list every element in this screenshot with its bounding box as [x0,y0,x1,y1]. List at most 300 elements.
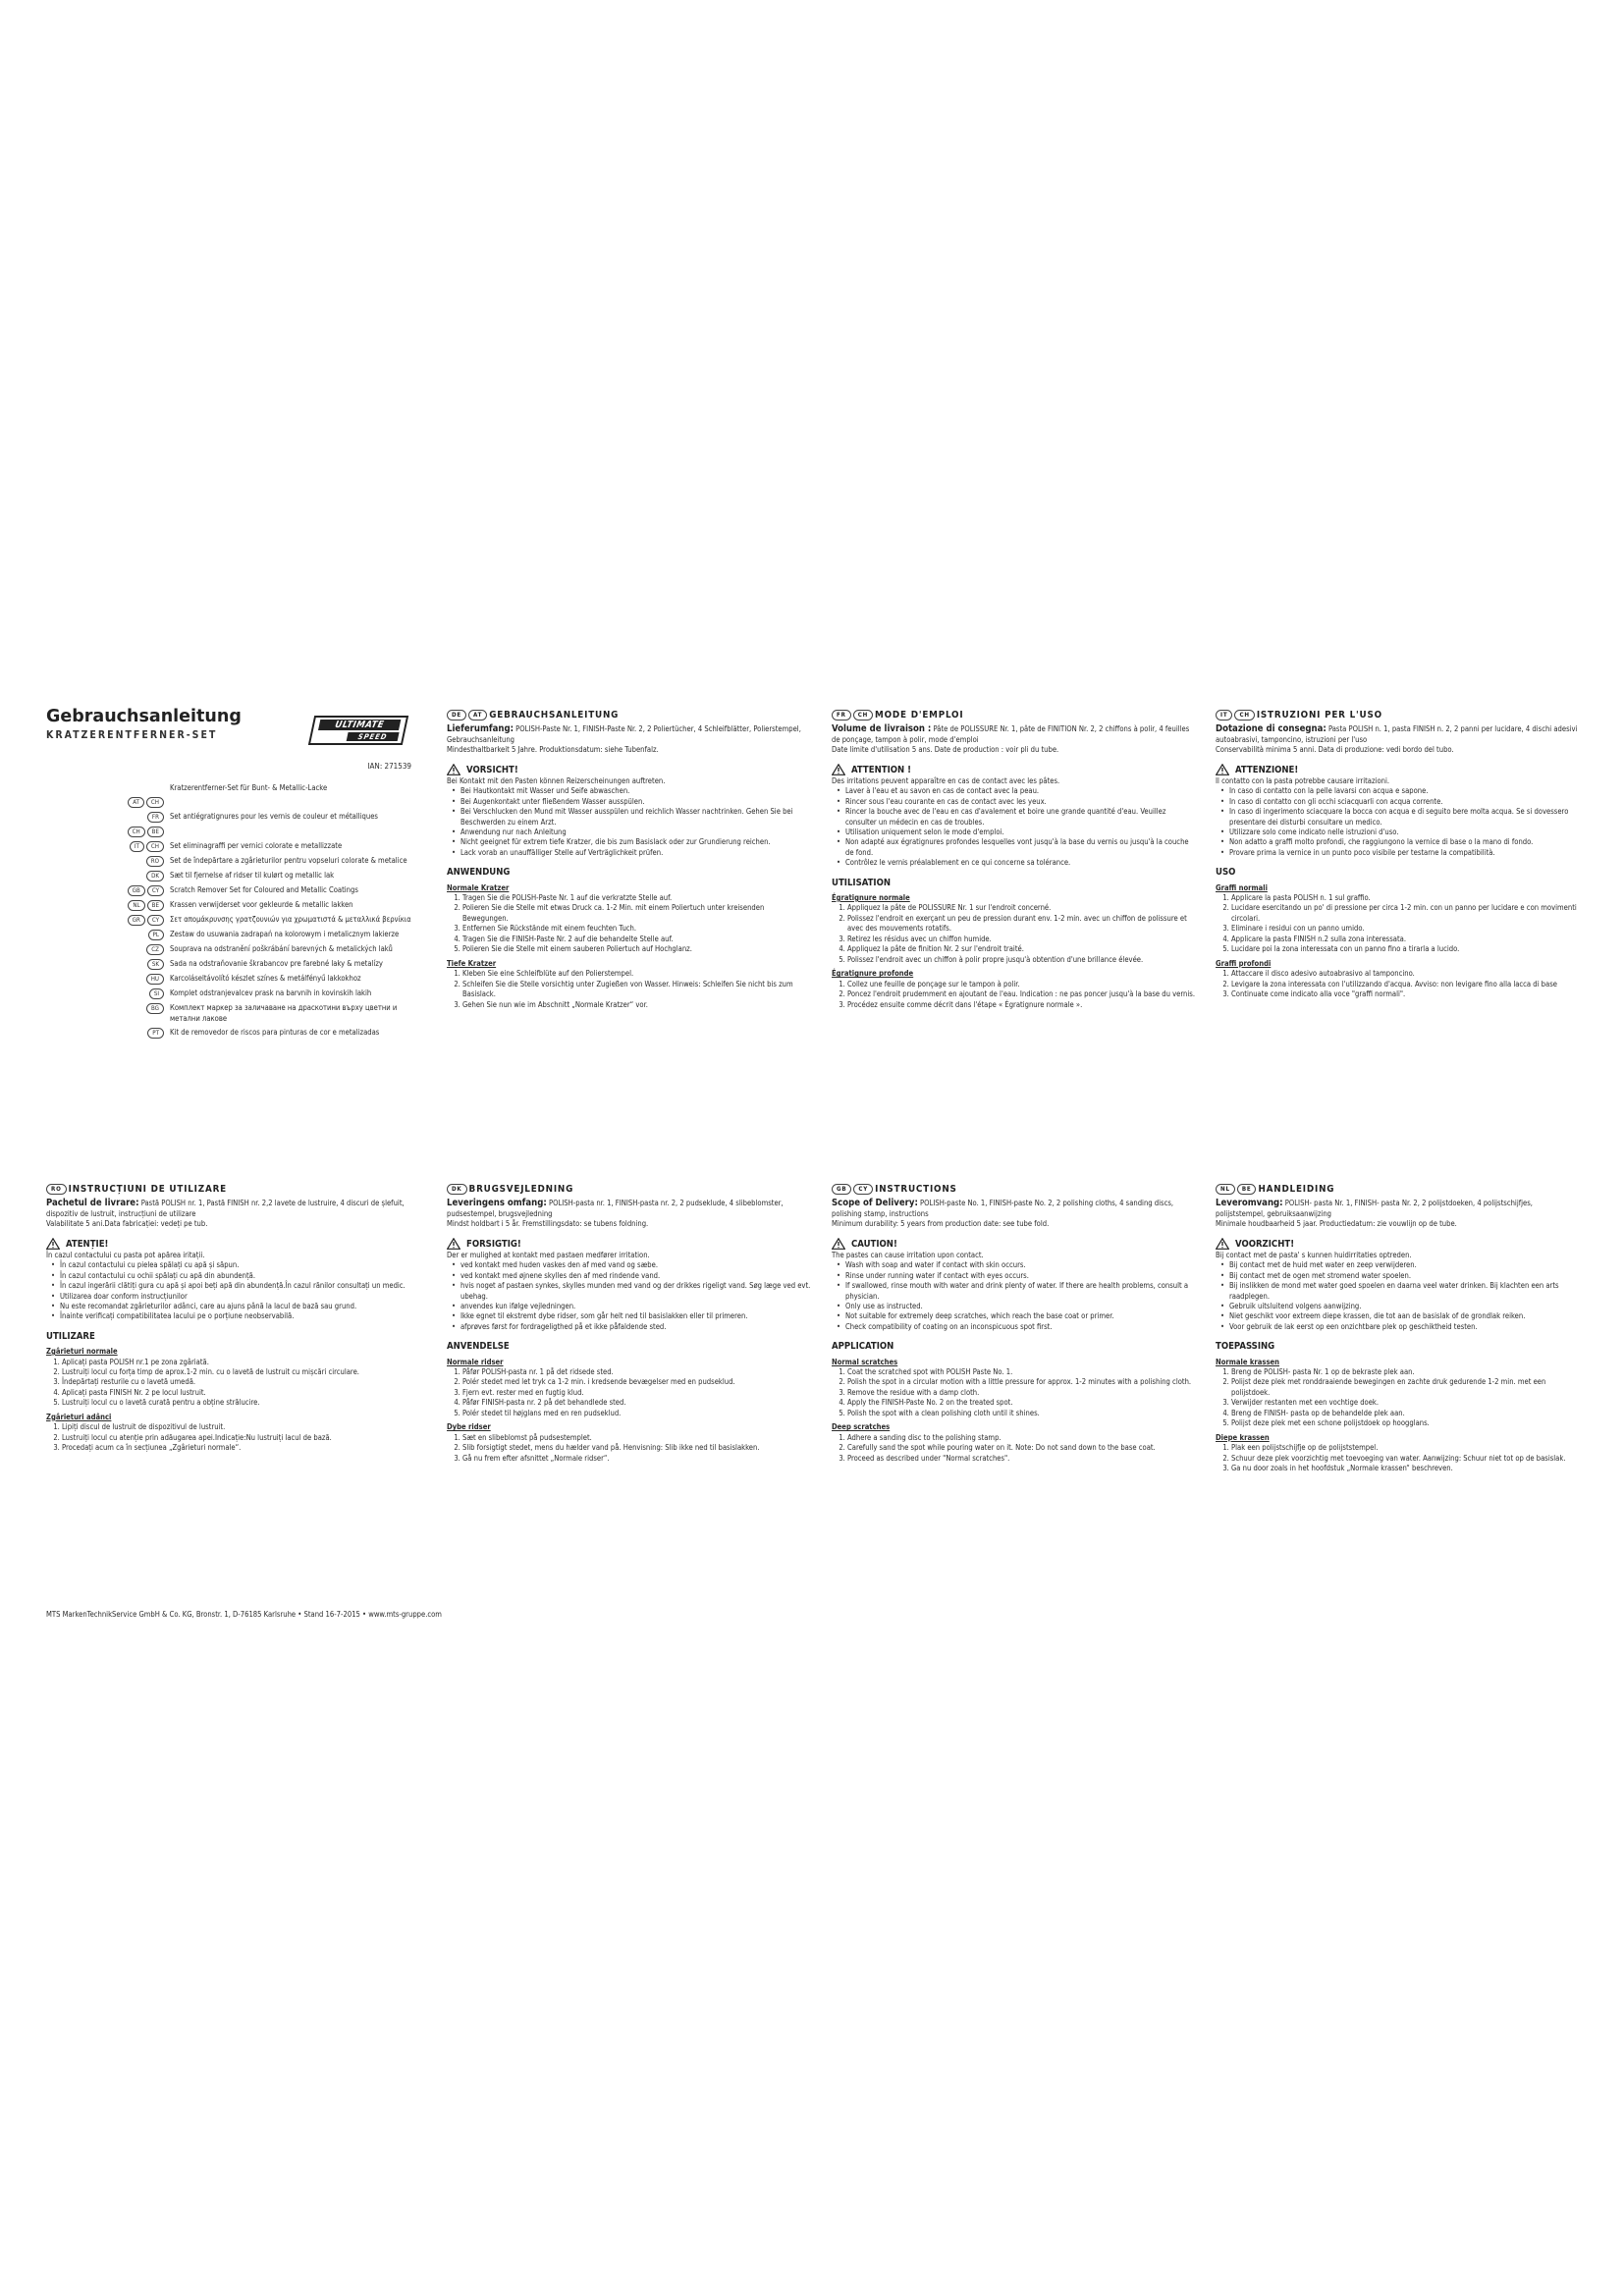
step-item: 3. Verwijder restanten met een vochtige doek. [1231,1398,1581,1408]
warning-item: • Non adatto a graffi molto profondi, che raggiungono la vernice di base o la mano di fondo. [1229,837,1581,847]
section-heading [832,1183,1197,1197]
scope-text: POLISH-pasta nr. 1, FINISH-pasta nr. 2, 2 pudseklude, 4 slibeblomster, pudsestempel, brugsvejledning [447,1198,784,1218]
deep-scratches-heading: Égratignure profonde [832,969,914,979]
section-title: HANDLEIDING [1258,1184,1335,1195]
scope-text: Pasta POLISH n. 1, pasta FINISH n. 2, 2 panni per lucidare, 4 dischi adesivi autoabrasivi, tamponcino, istruzioni per l'uso [1216,723,1578,744]
durability-note: Minimale houdbaarheid 5 jaar. Productiedatum: zie vouwlijn op de tube. [1216,1219,1457,1229]
language-badges [46,841,170,852]
warning-intro: Bij contact met de pasta' s kunnen huidirritaties optreden. [1216,1250,1412,1259]
country-badge: RO [146,856,164,867]
step-item: 3. Eliminare i residui con un panno umido. [1231,924,1581,934]
language-product-name: Set eliminagraffi per vernici colorate e metallizzate [170,841,343,851]
section-de [447,709,812,1010]
language-badges [46,871,170,881]
warning-header [447,1238,812,1251]
scope-of-delivery [447,1197,812,1220]
step-item: 5. Lustruiți locul cu o lavetă curată pentru a obține strălucire. [62,1398,411,1408]
normal-scratches-heading: Graffi normali [1216,882,1268,892]
warning-intro: Des irritations peuvent apparaître en cas de contact avec les pâtes. [832,775,1060,785]
step-item: 3. Ga nu door zoals in het hoofdstuk „Normale krassen“ beschreven. [1231,1464,1581,1473]
step-item: 1. Kleben Sie eine Schleifblüte auf den Polierstempel. [462,969,812,979]
warning-item: • In caso di contatto con gli occhi sciacquarli con acqua corrente. [1229,797,1581,807]
warning-item: • If swallowed, rinse mouth with water and drink plenty of water. If there are health problems, consult a physician. [845,1281,1197,1302]
step-item: 3. Gehen Sie nun wie im Abschnitt „Normale Kratzer“ vor. [462,1000,812,1010]
warning-item: • Nicht geeignet für extrem tiefe Kratzer, die bis zum Basislack oder zur Grundierung reichen. [460,837,812,847]
scope-label: Leveringens omfang: [447,1197,547,1208]
language-row [46,915,411,926]
warning-item: • Utilizzare solo come indicato nelle istruzioni d'uso. [1229,828,1581,837]
deep-scratches-heading: Dybe ridser [447,1422,491,1432]
language-product-name: Zestaw do usuwania zadrapań na kolorowym i metalicznym lakierze [170,930,400,939]
durability-note: Valabilitate 5 ani.Data fabricației: vedeți pe tub. [46,1219,208,1229]
language-row [46,797,411,808]
normal-scratches-heading: Égratignure normale [832,893,910,902]
warning-item: • Gebruik uitsluitend volgens aanwijzing. [1229,1302,1581,1311]
language-row [46,812,411,823]
language-row [46,944,411,955]
language-row [46,974,411,985]
step-item: 1. Lipiți discul de lustruit de dispozitivul de lustruit. [62,1422,411,1432]
country-badge: FR [832,710,851,721]
normal-steps-list [1216,893,1581,955]
scope-text: Pâte de POLISSURE Nr. 1, pâte de FINITION Nr. 2, 2 chiffons à polir, 4 feuilles de ponçage, tampon à polir, mode d'emploi [832,723,1190,744]
country-badge: AT [128,797,144,808]
deep-scratches-heading: Tiefe Kratzer [447,958,497,968]
section-title: INSTRUCȚIUNI DE UTILIZARE [68,1184,227,1195]
warning-triangle-icon [46,1238,60,1250]
warning-label: VORSICHT! [466,764,518,775]
language-product-name: Set de îndepărtare a zgârieturilor pentru vopseluri colorate & metalice [170,856,407,866]
durability-note: Minimum durability: 5 years from production date: see tube fold. [832,1219,1050,1229]
step-item: 5. Polér stedet til højglans med en ren pudseklud. [462,1409,812,1418]
usage-heading: APPLICATION [832,1341,894,1353]
warning-item: • Bei Verschlucken den Mund mit Wasser ausspülen und reichlich Wasser nachtrinken. Gehen Sie bei Beschwerden zu einem Arzt. [460,807,812,828]
warning-label: CAUTION! [851,1238,897,1250]
durability-note: Conservabilità minima 5 anni. Data di produzione: vedi bordo del tubo. [1216,745,1454,755]
step-item: 2. Schleifen Sie die Stelle vorsichtig unter Zugießen von Wasser. Hinweis: Schleifen Sie nicht bis zum Basislack. [462,980,812,1000]
step-item: 3. Gå nu frem efter afsnittet „Normale ridser“. [462,1454,812,1464]
warning-item: • In caso di contatto con la pelle lavarsi con acqua e sapone. [1229,786,1581,796]
warning-item: • Niet geschikt voor extreem diepe krassen, die tot aan de basislak of de grondlak reiken. [1229,1311,1581,1321]
country-badge: HU [146,974,164,985]
section-heading [1216,709,1581,722]
language-list [46,783,411,1039]
scope-label: Volume de livraison : [832,722,932,734]
language-badges [46,974,170,985]
durability-note: Mindesthaltbarkeit 5 Jahre. Produktionsdatum: siehe Tubenfalz. [447,745,659,755]
warning-header [447,764,812,776]
scope-text: POLISH-paste No. 1, FINISH-paste No. 2, 2 polishing cloths, 4 sanding discs, polishing stamp, instructions [832,1198,1174,1218]
warning-item: • Utilizarea doar conform instrucțiunilor [60,1292,411,1302]
step-item: 3. Entfernen Sie Rückstände mit einem feuchten Tuch. [462,924,812,934]
step-item: 3. Procedați acum ca în secțiunea „Zgârieturi normale“. [62,1443,411,1453]
country-badge: FR [147,812,164,823]
warning-item: • Contrôlez le vernis préalablement en ce qui concerne sa tolérance. [845,858,1197,868]
normal-scratches-heading: Normale ridser [447,1357,504,1366]
language-product-name: Kratzerentferner-Set für Bunt- & Metallic-Lacke [170,782,328,792]
country-badge: CZ [146,944,164,955]
country-badge: AT [468,710,487,721]
scope-of-delivery [1216,722,1581,746]
durability-note: Mindst holdbart i 5 år. Fremstillingsdato: se tubens foldning. [447,1219,649,1229]
warning-triangle-icon [832,764,845,775]
section-dk [447,1183,812,1464]
section-heading [447,709,812,722]
step-item: 2. Polissez l'endroit en exerçant un peu de pression durant env. 1-2 min. avec un chiffon de polissure et avec des mouvements rotatifs. [847,914,1197,934]
country-badge: RO [46,1184,67,1195]
usage-heading: UTILISATION [832,877,892,888]
section-nl [1216,1183,1581,1474]
warning-intro: În cazul contactului cu pasta pot apărea iritații. [46,1250,205,1259]
step-item: 3. Îndepărtați resturile cu o lavetă umedă. [62,1377,411,1387]
deep-scratches-heading: Graffi profondi [1216,958,1272,968]
normal-scratches-heading: Normal scratches [832,1357,898,1366]
country-badge: IT [130,841,144,852]
country-badge: BG [146,1003,164,1014]
step-item: 4. Appliquez la pâte de finition Nr. 2 sur l'endroit traité. [847,944,1197,954]
step-item: 2. Schuur deze plek voorzichtig met toevoeging van water. Aanwijzing: Schuur niet tot op de basislak. [1231,1454,1581,1464]
language-product-name: Σετ απομάκρυνσης γρατζουνιών για χρωματιστά & μεταλλικά βερνίκια [170,915,411,925]
step-item: 3. Procédez ensuite comme décrit dans l'étape « Égratignure normale ». [847,1000,1197,1010]
language-row [46,841,411,852]
step-item: 3. Fjern evt. rester med en fugtig klud. [462,1388,812,1398]
warning-label: FORSIGTIG! [466,1238,521,1250]
warning-triangle-icon [447,1238,460,1250]
step-item: 2. Poncez l'endroit prudemment en ajoutant de l'eau. Indication : ne pas poncer jusqu'à la base du vernis. [847,989,1197,999]
country-badge: DK [447,1184,467,1195]
step-item: 2. Carefully sand the spot while pouring water on it. Note: Do not sand down to the base coat. [847,1443,1197,1453]
country-badge: DK [146,871,164,881]
normal-scratches-heading: Zgârieturi normale [46,1347,118,1357]
language-badges [46,988,170,999]
step-item: 4. Apply the FINISH-Paste No. 2 on the treated spot. [847,1398,1197,1408]
warning-intro: Il contatto con la pasta potrebbe causare irritazioni. [1216,775,1390,785]
step-item: 5. Polijst deze plek met een schone polijstdoek op hoogglans. [1231,1418,1581,1428]
step-item: 5. Polissez l'endroit avec un chiffon à polir propre jusqu'à obtention d'une brillance élevée. [847,955,1197,965]
step-item: 2. Lucidare esercitando un po' di pressione per circa 1-2 min. con un panno per lucidare e con movimenti circolari. [1231,903,1581,924]
scope-label: Pachetul de livrare: [46,1197,139,1208]
language-badges [46,797,170,808]
warning-item: • În cazul contactului cu ochii spălați cu apă din abundență. [60,1271,411,1281]
deep-steps-list [832,1433,1197,1464]
scope-of-delivery [1216,1197,1581,1220]
document-title: Gebrauchsanleitung [46,707,242,726]
language-badges [46,959,170,970]
warning-item: • In caso di ingerimento sciacquare la bocca con acqua e di seguito bere molta acqua. Se si dovessero presentare dei disturbi consultare un medico. [1229,807,1581,828]
country-badge: IT [1216,710,1232,721]
section-it [1216,709,1581,1000]
language-row [46,930,411,940]
deep-scratches-heading: Zgârieturi adânci [46,1412,112,1421]
step-item: 1. Sæt en slibeblomst på pudsestemplet. [462,1433,812,1443]
footer-imprint: MTS MarkenTechnikService GmbH & Co. KG, Bronstr. 1, D-76185 Karlsruhe • Stand 16-7-2015 • www.mts-gruppe.com [46,1610,442,1619]
warning-item: • În cazul ingerării clătiți gura cu apă și apoi beți apă din abundență.În cazul rănilor consultați un medic. [60,1281,411,1291]
warning-item: • Anwendung nur nach Anleitung [460,828,812,837]
warning-item: • În cazul contactului cu pielea spălați cu apă și săpun. [60,1260,411,1270]
country-badge: CH [146,841,164,852]
country-badge: BE [147,827,164,837]
deep-steps-list [1216,1443,1581,1473]
scope-label: Lieferumfang: [447,722,514,734]
step-item: 1. Collez une feuille de ponçage sur le tampon à polir. [847,980,1197,989]
step-item: 4. Påfør FINISH-pasta nr. 2 på det behandlede sted. [462,1398,812,1408]
language-row [46,827,411,837]
language-badges [46,885,170,896]
country-badge: SK [147,959,164,970]
step-item: 1. Coat the scratched spot with POLISH Paste No. 1. [847,1367,1197,1377]
ian-number: IAN: 271539 [367,761,411,771]
section-heading [46,1183,411,1197]
country-badge: GR [128,915,145,926]
step-item: 2. Lustruiți locul cu atenție prin adăugarea apei.Indicație:Nu lustruiți lacul de bază. [62,1433,411,1443]
step-item: 2. Levigare la zona interessata con l'utilizzando d'acqua. Avviso: non levigare fino alla lacca di base [1231,980,1581,989]
warning-item: • Rincer sous l'eau courante en cas de contact avec les yeux. [845,797,1197,807]
language-row [46,856,411,867]
step-item: 4. Applicare la pasta FINISH n.2 sulla zona interessata. [1231,934,1581,944]
document-subtitle: KRATZERENTFERNER-SET [46,729,218,742]
normal-steps-list [447,1367,812,1418]
warning-label: ATTENZIONE! [1235,764,1299,775]
warning-item: • Not suitable for extremely deep scratches, which reach the base coat or primer. [845,1311,1197,1321]
country-badge: BE [1237,1184,1257,1195]
step-item: 5. Polieren Sie die Stelle mit einem sauberen Poliertuch auf Hochglanz. [462,944,812,954]
section-title: MODE D'EMPLOI [875,710,964,721]
language-badges [46,900,170,911]
deep-scratches-heading: Deep scratches [832,1422,891,1432]
deep-steps-list [447,1433,812,1464]
warning-list [447,786,812,858]
ultimate-speed-logo [308,716,408,745]
language-row [46,783,411,793]
language-product-name: Комплект маркер за заличаване на драскотини върху цветни и метални лакове [170,1003,398,1023]
step-item: 2. Lustruiți locul cu forța timp de aprox.1-2 min. cu o lavetă de lustruit cu mișcări circulare. [62,1367,411,1377]
usage-heading: UTILIZARE [46,1330,95,1342]
section-gb [832,1183,1197,1464]
warning-list [832,786,1197,869]
logo-line1: ULTIMATE [318,720,401,730]
warning-item: • Provare prima la vernice in un punto poco visibile per testarne la compatibilità. [1229,848,1581,858]
warning-item: • Laver à l'eau et au savon en cas de contact avec la peau. [845,786,1197,796]
warning-item: • Bij inslikken de mond met water goed spoelen en daarna veel water drinken. Bij klachten een arts raadplegen. [1229,1281,1581,1302]
warning-item: • ved kontakt med huden vaskes den af med vand og sæbe. [460,1260,812,1270]
step-item: 1. Påfør POLISH-pasta nr. 1 på det ridsede sted. [462,1367,812,1377]
step-item: 1. Appliquez la pâte de POLISSURE Nr. 1 sur l'endroit concerné. [847,903,1197,913]
warning-list [447,1260,812,1332]
warning-list [832,1260,1197,1332]
language-row [46,1003,411,1024]
warning-item: • Utilisation uniquement selon le mode d'emploi. [845,828,1197,837]
language-product-name: Kit de removedor de riscos para pinturas de cor e metalizadas [170,1028,380,1038]
language-row [46,1028,411,1039]
scope-label: Scope of Delivery: [832,1197,918,1208]
normal-scratches-heading: Normale krassen [1216,1357,1280,1366]
country-badge: CH [1234,710,1254,721]
warning-item: • Bei Hautkontakt mit Wasser und Seife abwaschen. [460,786,812,796]
warning-list [46,1260,411,1322]
warning-header [1216,1238,1581,1251]
warning-item: • Rinse under running water if contact with eyes occurs. [845,1271,1197,1281]
warning-item: • Bij contact met de huid met water en zeep verwijderen. [1229,1260,1581,1270]
step-item: 1. Tragen Sie die POLISH-Paste Nr. 1 auf die verkratzte Stelle auf. [462,893,812,903]
usage-heading: TOEPASSING [1216,1341,1275,1353]
scope-of-delivery [447,722,812,746]
section-heading [447,1183,812,1197]
step-item: 2. Polijst deze plek met ronddraaiende bewegingen en zachte druk gedurende 1-2 min. met een polijstdoek. [1231,1377,1581,1398]
step-item: 1. Applicare la pasta POLISH n. 1 sul graffio. [1231,893,1581,903]
deep-steps-list [832,980,1197,1010]
language-row [46,988,411,999]
country-badge: PL [148,930,164,940]
section-ro [46,1183,411,1454]
usage-heading: ANVENDELSE [447,1341,510,1353]
language-row [46,900,411,911]
country-badge: CH [146,797,164,808]
step-item: 3. Retirez les résidus avec un chiffon humide. [847,934,1197,944]
usage-heading: USO [1216,867,1236,879]
warning-item: • Only use as instructed. [845,1302,1197,1311]
warning-item: • Rincer la bouche avec de l'eau en cas d'avalement et boire une grande quantité d'eau. Veuillez consulter un médecin en cas de troubles. [845,807,1197,828]
warning-triangle-icon [1216,764,1229,775]
warning-item: • afprøves først for fordrageligthed på et ikke påfaldende sted. [460,1322,812,1332]
step-item: 3. Proceed as described under "Normal scratches". [847,1454,1197,1464]
deep-steps-list [447,969,812,1010]
scope-of-delivery [832,1197,1197,1220]
deep-steps-list [46,1422,411,1453]
scope-text: Pastă POLISH nr. 1, Pastă FINISH nr. 2,2 lavete de lustruire, 4 discuri de șlefuit, dispozitiv de lustruit, instrucțiuni de utilizare [46,1198,405,1218]
step-item: 4. Breng de FINISH- pasta op de behandelde plek aan. [1231,1409,1581,1418]
warning-item: • Voor gebruik de lak eerst op een onzichtbare plek op geschiktheid testen. [1229,1322,1581,1332]
language-badges [46,944,170,955]
warning-list [1216,786,1581,858]
language-badges [46,1028,170,1039]
country-badge: CY [853,1184,873,1195]
section-heading [1216,1183,1581,1197]
warning-intro: Bei Kontakt mit den Pasten können Reizerscheinungen auftreten. [447,775,666,785]
normal-scratches-heading: Normale Kratzer [447,882,510,892]
warning-header [832,1238,1197,1251]
warning-triangle-icon [447,764,460,775]
normal-steps-list [46,1358,411,1409]
scope-text: POLISH- pasta Nr. 1, FINISH- pasta Nr. 2, 2 polijstdoeken, 4 polijstschijfjes, polijststempel, gebruiksaanwijzing [1216,1198,1533,1218]
warning-intro: The pastes can cause irritation upon contact. [832,1250,984,1259]
language-row [46,871,411,881]
country-badge: DE [447,710,466,721]
normal-steps-list [832,903,1197,965]
language-product-name: Krassen verwijderset voor gekleurde & metallic lakken [170,900,353,910]
step-item: 2. Polieren Sie die Stelle mit etwas Druck ca. 1-2 Min. mit einem Poliertuch unter kreisenden Bewegungen. [462,903,812,924]
scope-label: Leveromvang: [1216,1197,1283,1208]
step-item: 1. Aplicați pasta POLISH nr.1 pe zona zgâriată. [62,1358,411,1367]
warning-triangle-icon [832,1238,845,1250]
language-row [46,885,411,896]
deep-scratches-heading: Diepe krassen [1216,1432,1270,1442]
step-item: 2. Polér stedet med let tryk ca 1-2 min. i kredsende bevægelser med en pudseklud. [462,1377,812,1387]
step-item: 2. Polish the spot in a circular motion with a little pressure for approx. 1-2 minutes with a polishing cloth. [847,1377,1197,1387]
step-item: 1. Adhere a sanding disc to the polishing stamp. [847,1433,1197,1443]
deep-steps-list [1216,969,1581,999]
step-item: 3. Continuate come indicato alla voce "graffi normali". [1231,989,1581,999]
language-badges [46,915,170,926]
scope-of-delivery [832,722,1197,746]
title-column [46,705,411,1039]
warning-intro: Der er mulighed at kontakt med pastaen medfører irritation. [447,1250,650,1259]
warning-item: • Wash with soap and water if contact with skin occurs. [845,1260,1197,1270]
country-badge: BE [147,900,164,911]
warning-header [1216,764,1581,776]
section-title: BRUGSVEJLEDNING [468,1184,574,1195]
language-product-name: Karcoláseltávolító készlet színes & metálfényű lakkokhoz [170,974,361,984]
step-item: 3. Remove the residue with a damp cloth. [847,1388,1197,1398]
step-item: 5. Lucidare poi la zona interessata con un panno fino a tirarla a lucido. [1231,944,1581,954]
normal-steps-list [1216,1367,1581,1429]
country-badge: SI [149,988,164,999]
language-product-name: Souprava na odstranění poškrábání barevných & metalických laků [170,944,393,954]
step-item: 1. Attaccare il disco adesivo autoabrasivo al tamponcino. [1231,969,1581,979]
scope-of-delivery [46,1197,411,1220]
language-product-name: Set antiégratignures pour les vernis de couleur et métalliques [170,812,378,822]
warning-label: VOORZICHT! [1235,1238,1295,1250]
language-badges [46,856,170,867]
warning-triangle-icon [1216,1238,1229,1250]
country-badge: CH [128,827,145,837]
country-badge: PT [147,1028,164,1039]
warning-item: • Ikke egnet til ekstremt dybe ridser, som går helt ned til basislakken eller til primeren. [460,1311,812,1321]
warning-item: • Înainte verificați compatibilitatea lacului pe o porțiune neobservabilă. [60,1311,411,1321]
warning-header [832,764,1197,776]
country-badge: NL [1216,1184,1235,1195]
country-badge: CH [853,710,873,721]
warning-item: • ved kontakt med øjnene skylles den af med rindende vand. [460,1271,812,1281]
country-badge: CY [147,915,164,926]
warning-header [46,1238,411,1251]
country-badge: NL [128,900,144,911]
warning-list [1216,1260,1581,1332]
step-item: 4. Aplicați pasta FINISH Nr. 2 pe locul lustruit. [62,1388,411,1398]
step-item: 2. Slib forsigtigt stedet, mens du hælder vand på. Henvisning: Slib ikke ned til basislakken. [462,1443,812,1453]
warning-item: • Bei Augenkontakt unter fließendem Wasser ausspülen. [460,797,812,807]
section-title: ISTRUZIONI PER L'USO [1256,710,1382,721]
warning-item: • Nu este recomandat zgârieturilor adânci, care au ajuns până la lacul de bază sau grund. [60,1302,411,1311]
section-heading [832,709,1197,722]
warning-item: • anvendes kun ifølge vejledningen. [460,1302,812,1311]
language-product-name: Komplet odstranjevalcev prask na barvnih in kovinskih lakih [170,988,372,998]
scope-text: POLISH-Paste Nr. 1, FINISH-Paste Nr. 2, 2 Poliertücher, 4 Schleifblätter, Polierstempel, Gebrauchsanleitung [447,723,801,744]
warning-label: ATENȚIE! [66,1238,109,1250]
warning-item: • Bij contact met de ogen met stromend water spoelen. [1229,1271,1581,1281]
warning-label: ATTENTION ! [851,764,912,775]
language-product-name: Scratch Remover Set for Coloured and Metallic Coatings [170,885,358,895]
warning-item: • hvis noget af pastaen synkes, skylles munden med vand og der drikkes rigeligt vand. Søg læge ved evt. ubehag. [460,1281,812,1302]
language-badges [46,827,170,837]
warning-item: • Check compatibility of coating on an inconspicuous spot first. [845,1322,1197,1332]
warning-item: • Non adapté aux égratignures profondes lesquelles vont jusqu'à la base du vernis ou jusqu'à la couche de fond. [845,837,1197,858]
language-row [46,959,411,970]
section-title: INSTRUCTIONS [875,1184,957,1195]
language-badges [46,812,170,823]
usage-heading: ANWENDUNG [447,867,511,879]
step-item: 5. Polish the spot with a clean polishing cloth until it shines. [847,1409,1197,1418]
language-badges [46,930,170,940]
step-item: 4. Tragen Sie die FINISH-Paste Nr. 2 auf die behandelte Stelle auf. [462,934,812,944]
step-item: 1. Plak een polijstschijfje op de polijststempel. [1231,1443,1581,1453]
country-badge: GB [128,885,145,896]
warning-item: • Lack vorab an unauffälliger Stelle auf Verträglichkeit prüfen. [460,848,812,858]
step-item: 1. Breng de POLISH- pasta Nr. 1 op de bekraste plek aan. [1231,1367,1581,1377]
language-badges [46,1003,170,1014]
section-fr [832,709,1197,1010]
scope-label: Dotazione di consegna: [1216,722,1326,734]
country-badge: GB [832,1184,851,1195]
